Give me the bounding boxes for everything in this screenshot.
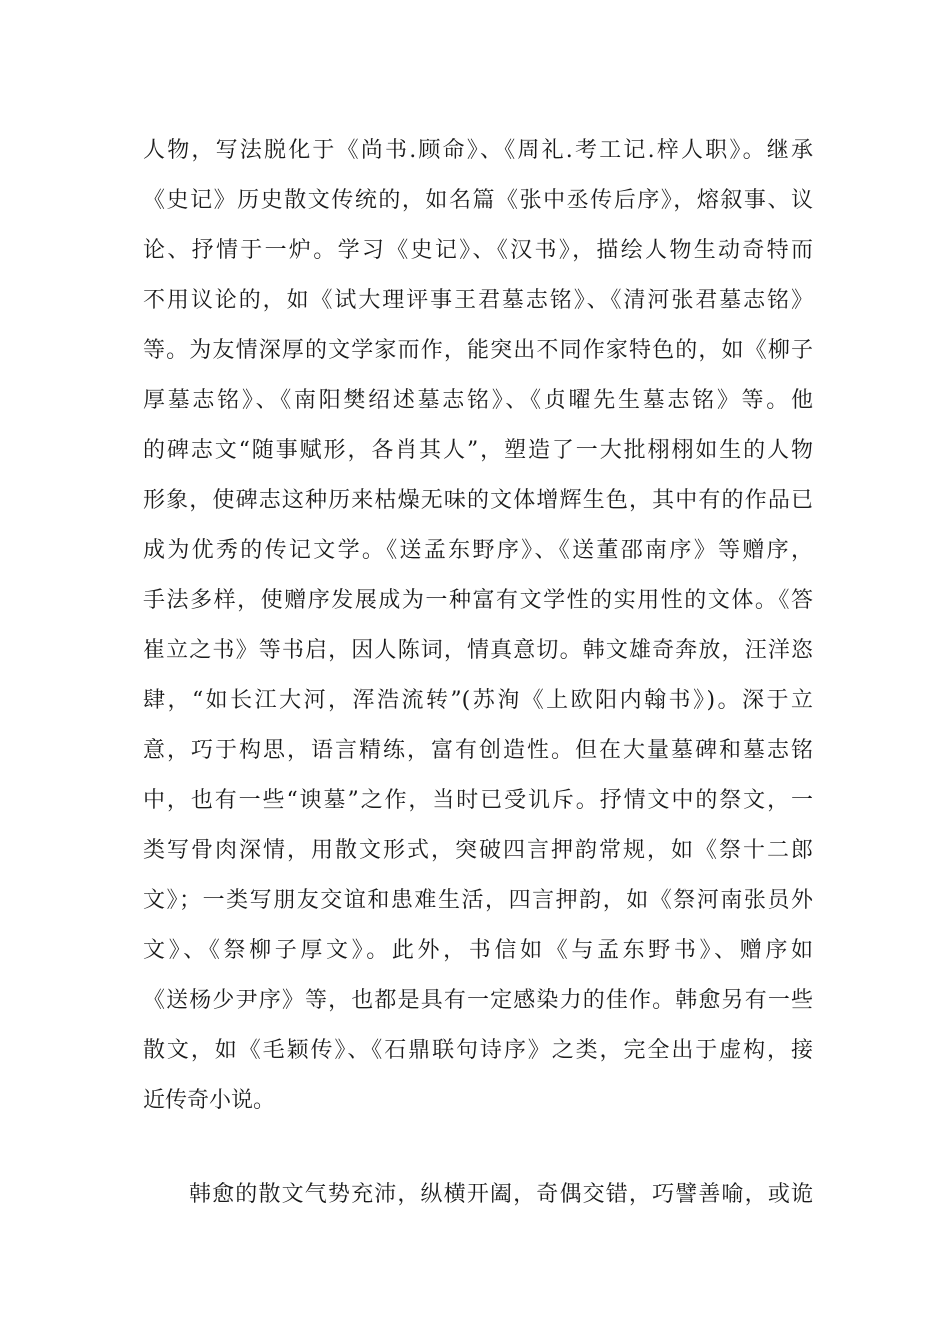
text-line: 论、抒情于一炉。学习《史记》、《汉书》，描绘人物生动奇特而 (143, 238, 813, 263)
text-line: 的碑志文“随事赋形，各肖其人”，塑造了一大批栩栩如生的人物 (143, 438, 813, 463)
text-line: 文》、《祭柳子厚文》。此外，书信如《与孟东野书》、赠序如 (143, 938, 813, 963)
text-line: 《史记》历史散文传统的，如名篇《张中丞传后序》，熔叙事、议 (143, 188, 813, 213)
paragraph-2 (143, 1170, 813, 1220)
text-line: 手法多样，使赠序发展成为一种富有文学性的实用性的文体。《答 (143, 588, 813, 613)
paragraph-1 (143, 126, 813, 1126)
text-line: 类写骨肉深情，用散文形式，突破四言押韵常规，如《祭十二郎 (143, 838, 813, 863)
text-line: 《送杨少尹序》等，也都是具有一定感染力的佳作。韩愈另有一些 (143, 988, 813, 1013)
text-line: 散文，如《毛颖传》、《石鼎联句诗序》之类，完全出于虚构，接 (143, 1038, 813, 1063)
text-line: 厚墓志铭》、《南阳樊绍述墓志铭》、《贞曜先生墓志铭》等。他 (143, 388, 813, 413)
text-line: 等。为友情深厚的文学家而作，能突出不同作家特色的，如《柳子 (143, 338, 813, 363)
text-line: 人物，写法脱化于《尚书.顾命》、《周礼.考工记.梓人职》。继承 (143, 138, 813, 163)
text-line: 文》；一类写朋友交谊和患难生活，四言押韵，如《祭河南张员外 (143, 888, 813, 913)
text-line: 近传奇小说。 (143, 1088, 276, 1113)
text-line: 韩愈的散文气势充沛，纵横开阖，奇偶交错，巧譬善喻，或诡 (189, 1182, 813, 1207)
text-line: 不用议论的，如《试大理评事王君墓志铭》、《清河张君墓志铭》 (143, 288, 813, 313)
text-line: 成为优秀的传记文学。《送孟东野序》、《送董邵南序》等赠序， (143, 538, 813, 563)
text-line: 中，也有一些“谀墓”之作，当时已受讥斥。抒情文中的祭文，一 (143, 788, 813, 813)
text-line: 意，巧于构思，语言精练，富有创造性。但在大量墓碑和墓志铭 (143, 738, 813, 763)
text-line: 崔立之书》等书启，因人陈词，情真意切。韩文雄奇奔放，汪洋恣 (143, 638, 813, 663)
text-line: 形象，使碑志这种历来枯燥无味的文体增辉生色，其中有的作品已 (143, 488, 813, 513)
text-line: 肆，“如长江大河，浑浩流转”(苏洵《上欧阳内翰书》)。深于立 (143, 688, 813, 713)
